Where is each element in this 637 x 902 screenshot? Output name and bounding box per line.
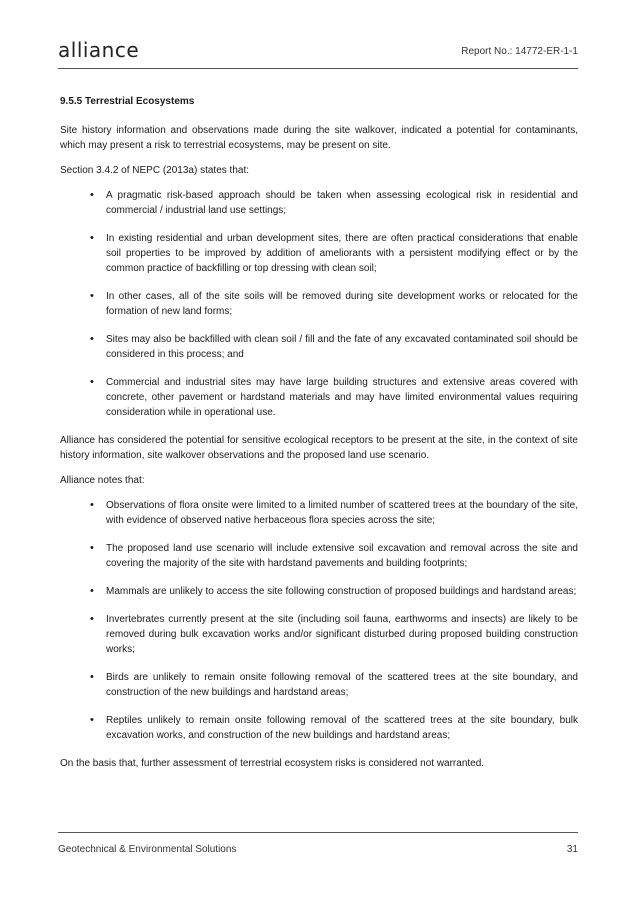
list-item: • Observations of flora onsite were limited to a limited number of scattered trees at the boundary of the site, with evidence of observed native herbaceous flora species across the site; xyxy=(106,498,578,528)
considered-paragraph: Alliance has considered the potential for sensitive ecological receptors to be present at the site, in the context of site history information, site walkover observations and the proposed land use scenario. xyxy=(60,435,578,461)
footer-company: Geotechnical & Environmental Solutions xyxy=(58,844,237,855)
company-logo: alliance xyxy=(58,38,140,62)
list-item: • In existing residential and urban development sites, there are often practical considerations that enable soil properties to be improved by addition of ameliorants with a persistent modifying effect or by the common practice of backfilling or top dressing with clean soil; xyxy=(106,231,578,276)
list-item: • In other cases, all of the site soils will be removed during site development works or relocated for the formation of new land forms; xyxy=(106,289,578,319)
list-item: • Invertebrates currently present at the site (including soil fauna, earthworms and insects) are likely to be removed during bulk excavation works and/or significant disturbed during proposed building construction works; xyxy=(106,612,578,657)
list-item: • Commercial and industrial sites may have large building structures and extensive areas covered with concrete, other pavement or hardstand materials and may have limited environmental values requiring consideration while in operational use. xyxy=(106,375,578,420)
list-item: • Sites may also be backfilled with clean soil / fill and the fate of any excavated contaminated soil should be considered in this process; and xyxy=(106,332,578,362)
nepc-lead-paragraph: Section 3.4.2 of NEPC (2013a) states that: xyxy=(60,165,249,176)
intro-paragraph: Site history information and observations made during the site walkover, indicated a potential for contaminants, which may present a risk to terrestrial ecosystems, may be present on site. xyxy=(60,125,578,151)
page-header xyxy=(58,38,578,69)
list-item: • Reptiles unlikely to remain onsite following removal of the scattered trees at the site boundary, bulk excavation works, and construction of the new buildings and hardstand areas; xyxy=(106,713,578,743)
notes-bullet-list xyxy=(60,498,578,743)
section-heading: 9.5.5 Terrestrial Ecosystems xyxy=(60,96,195,107)
report-number: Report No.: 14772-ER-1-1 xyxy=(461,46,578,57)
page-footer xyxy=(58,832,578,855)
conclusion-paragraph: On the basis that, further assessment of terrestrial ecosystem risks is considered not warranted. xyxy=(60,758,485,769)
nepc-bullet-list xyxy=(60,188,578,420)
document-body xyxy=(60,94,578,781)
list-item: • Mammals are unlikely to access the site following construction of proposed buildings and hardstand areas; xyxy=(106,584,578,599)
list-item: • Birds are unlikely to remain onsite following removal of the scattered trees at the site boundary, and construction of the new buildings and hardstand areas; xyxy=(106,670,578,700)
page-number: 31 xyxy=(566,844,578,855)
notes-lead-paragraph: Alliance notes that: xyxy=(60,475,145,486)
list-item: • A pragmatic risk-based approach should be taken when assessing ecological risk in residential and commercial / industrial land use settings; xyxy=(106,188,578,218)
list-item: • The proposed land use scenario will include extensive soil excavation and removal across the site and covering the majority of the site with hardstand pavements and building footprints; xyxy=(106,541,578,571)
